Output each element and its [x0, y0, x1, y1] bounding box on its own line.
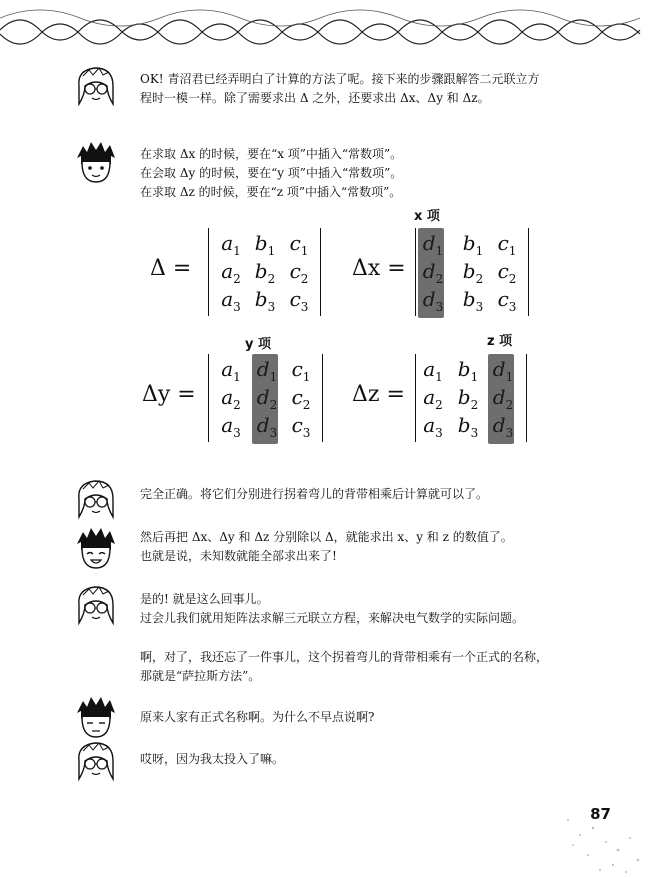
matrix-entry: $d_2$	[256, 385, 278, 412]
matrix-entry: $a_3$	[423, 413, 443, 440]
dialogue-line: OK! 青沼君已经弄明白了计算的方法了呢。接下来的步骤跟解答二元联立方	[140, 72, 540, 86]
dialogue-line: 也就是说，未知数就能全部求出来了!	[140, 549, 337, 563]
matrix-entry: $d_1$	[256, 357, 278, 384]
determinant-bar	[526, 354, 527, 442]
matrix-entry: $a_2$	[423, 385, 443, 412]
dialogue-line: 在求取 Δz 的时候，要在“z 项”中插入“常数项”。	[140, 185, 402, 199]
matrix-entry: $b_3$	[254, 287, 276, 314]
matrix-entry: $c_1$	[497, 231, 517, 258]
dialogue-paragraph	[140, 485, 488, 504]
dialogue-line: 程时一模一样。除了需要求出 Δ 之外，还要求出 Δx、Δy 和 Δz。	[140, 91, 490, 105]
wave-border	[0, 0, 649, 50]
page-number: 87	[590, 805, 611, 823]
matrix-entry: $d_2$	[422, 259, 444, 286]
determinant-lhs: Δx =	[352, 256, 406, 281]
determinant-bar	[208, 354, 209, 442]
determinant-bar	[208, 228, 209, 316]
term-label: x 项	[414, 209, 440, 224]
dialogue-line: 原来人家有正式名称啊。为什么不早点说啊?	[140, 710, 375, 724]
determinant-lhs: Δz =	[352, 382, 405, 407]
dialogue-paragraph	[140, 528, 513, 566]
determinant-bar	[415, 228, 416, 316]
determinant-bar	[320, 228, 321, 316]
determinant-bar	[415, 354, 416, 442]
matrix-entry: $a_2$	[221, 259, 241, 286]
dialogue-paragraph	[140, 648, 548, 686]
dialogue-paragraph	[140, 590, 524, 628]
matrix-entry: $c_2$	[291, 385, 311, 412]
dialogue-line: 哎呀，因为我太投入了嘛。	[140, 752, 285, 766]
determinant-lhs: Δ =	[150, 256, 192, 281]
matrix-entry: $b_2$	[462, 259, 484, 286]
girl-avatar-icon	[73, 64, 119, 110]
dialogue-line: 啊，对了，我还忘了一件事儿，这个拐着弯儿的背带相乘有一个正式的名称，	[140, 650, 549, 664]
term-label: z 项	[487, 334, 513, 349]
dialogue-line: 在会取 Δy 的时候，要在“y 项”中插入“常数项”。	[140, 166, 403, 180]
matrix-entry: $a_3$	[221, 287, 241, 314]
dialogue-paragraph	[140, 70, 539, 108]
matrix-entry: $d_1$	[422, 231, 444, 258]
dialogue-line: 在求取 Δx 的时候，要在“x 项”中插入“常数项”。	[140, 147, 403, 161]
matrix-entry: $d_3$	[492, 413, 514, 440]
boy-avatar-icon	[73, 526, 119, 572]
matrix-entry: $b_3$	[457, 413, 479, 440]
matrix-entry: $b_2$	[457, 385, 479, 412]
dialogue-paragraph	[140, 708, 374, 727]
matrix-entry: $d_3$	[256, 413, 278, 440]
determinant-bar	[528, 228, 529, 316]
girl-avatar-icon	[73, 583, 119, 629]
matrix-entry: $c_2$	[289, 259, 309, 286]
matrix-entry: $b_1$	[254, 231, 276, 258]
matrix-entry: $a_1$	[221, 357, 241, 384]
girl-avatar-icon	[73, 739, 119, 785]
term-label: y 项	[245, 337, 272, 352]
matrix-entry: $c_2$	[497, 259, 517, 286]
matrix-entry: $a_1$	[221, 231, 241, 258]
matrix-entry: $a_1$	[423, 357, 443, 384]
dialogue-paragraph	[140, 750, 284, 769]
matrix-entry: $c_3$	[289, 287, 309, 314]
boy-avatar-icon	[73, 695, 119, 741]
halftone-decoration	[558, 780, 648, 879]
matrix-entry: $b_2$	[254, 259, 276, 286]
dialogue-line: 然后再把 Δx、Δy 和 Δz 分别除以 Δ，就能求出 x、y 和 z 的数值了。	[140, 530, 513, 544]
determinant-bar	[322, 354, 323, 442]
matrix-entry: $d_3$	[422, 287, 444, 314]
matrix-entry: $b_1$	[462, 231, 484, 258]
matrix-entry: $a_3$	[221, 413, 241, 440]
determinant-lhs: Δy =	[142, 382, 196, 407]
dialogue-line: 完全正确。将它们分别进行拐着弯儿的背带相乘后计算就可以了。	[140, 487, 489, 501]
dialogue-paragraph	[140, 145, 402, 202]
dialogue-line: 过会儿我们就用矩阵法求解三元联立方程，来解决电气数学的实际问题。	[140, 611, 525, 625]
matrix-entry: $c_1$	[289, 231, 309, 258]
dialogue-line: 那就是“萨拉斯方法”。	[140, 669, 261, 683]
matrix-entry: $c_3$	[291, 413, 311, 440]
boy-avatar-icon	[73, 140, 119, 186]
matrix-entry: $b_3$	[462, 287, 484, 314]
matrix-entry: $a_2$	[221, 385, 241, 412]
dialogue-line: 是的! 就是这么回事儿。	[140, 592, 269, 606]
girl-avatar-icon	[73, 477, 119, 523]
matrix-entry: $d_2$	[492, 385, 514, 412]
matrix-entry: $d_1$	[492, 357, 514, 384]
matrix-entry: $c_3$	[497, 287, 517, 314]
matrix-entry: $b_1$	[457, 357, 479, 384]
matrix-entry: $c_1$	[291, 357, 311, 384]
